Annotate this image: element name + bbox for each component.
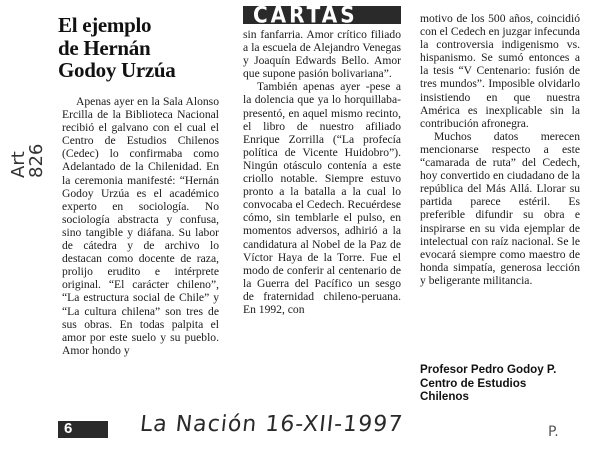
article-column-2 <box>243 28 401 316</box>
headline-line: El ejemplo <box>58 13 152 37</box>
paragraph: sin fanfarria. Amor crítico filiado a la escuela de Alejandro Venegas y Joaquín Edwards Bello. Amor que supone pasión bolivariana”. <box>243 28 401 81</box>
paragraph: También apenas ayer -pese a la dolencia que ya lo horquillaba- presentó, en aquel mismo recinto, el libro de nuestro afiliado Enrique Zorrilla (“La profecía política de Vicente Huidobro”). Ningún otásculo contenía a este criollo notable. Siempre estuvo pronto a la batalla a la cual lo convocaba el Cedech. Recuérdese cómo, sin temblarle el pulso, en momentos adversos, adhirió a la candidatura al Nobel de la Paz de Víctor Haya de la Torre. Fue el modo de conferir al centenario de la Guerra del Pacífico un sesgo de fraternidad chileno-peruana. En 1992, con <box>243 80 401 316</box>
headline-line: de Hernán <box>58 35 151 60</box>
section-title: CARTAS <box>253 1 358 29</box>
signature-line: Chilenos <box>420 390 469 403</box>
paragraph: Muchos datos merecen mencionarse respecto a este “camarada de ruta” del Cedech, hoy convertido en ciudadano de la república del Más Allá. Llorar su partida parece estéril. Es preferible difundir su obra e inspirarse en su vida ejemplar de intelectual con raíz nacional. Se le evocará siempre como maestro de honda simpatía, generosa lección y beligerante militancia. <box>420 129 580 287</box>
handwritten-margin-note: Art 826 <box>8 143 47 178</box>
article-headline <box>58 14 228 82</box>
signature-line: Profesor Pedro Godoy P. <box>420 363 557 376</box>
headline-line: Godoy Urzúa <box>58 58 176 82</box>
article-column-3 <box>420 12 580 287</box>
author-signature <box>420 363 585 404</box>
paragraph: Apenas ayer en la Sala Alonso Ercilla de la Biblioteca Nacional recibió el galvano con el cual el Centro de Estudios Chilenos (Cedec) lo confirmaba como Adelantado de la Chilenidad. En la ceremonia manifesté: “Hernán Godoy Urzúa es el académico experto en sociología. No sociología abstracta y confusa, sino tangible y diáfana. Su labor de cátedra y de archivo lo destacan como docente de raza, prolijo erudito e intérprete original. “El carácter chileno”, “La estructura social de Chile” y “La cultura chilena” son tres de sus obras. En todas palpita el amor por este suelo y su pueblo. Amor hondo y <box>62 95 219 357</box>
handwritten-mark: P. <box>548 424 559 440</box>
article-column-1 <box>62 95 219 357</box>
paragraph: motivo de los 500 años, coincidió con el Cedech en juzgar infecunda la controversia indigenismo vs. hispanismo. Se sumó entonces a la tesis “V Centenario: fusión de tres mundos”. Imposible olvidarlo insistiendo en que nuestra América es inexplicable sin la contribución afronegra. <box>420 12 580 130</box>
signature-line: Centro de Estudios <box>420 376 527 390</box>
handwritten-source-date: La Nación 16-XII-1997 <box>138 412 405 437</box>
page-number: 6 <box>64 420 73 437</box>
